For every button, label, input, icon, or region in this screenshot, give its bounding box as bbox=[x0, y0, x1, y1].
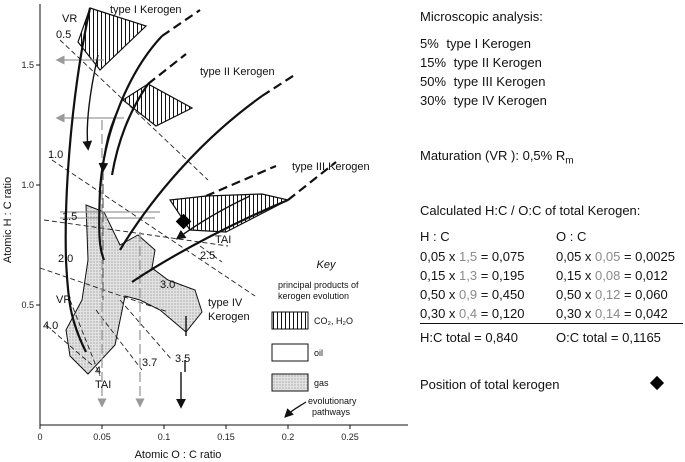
key-swatch-co2 bbox=[272, 312, 308, 329]
hc-value: 1,3 bbox=[459, 268, 478, 283]
type-i-label: type I Kerogen bbox=[110, 4, 182, 16]
oc-value: 0,14 bbox=[595, 306, 621, 321]
hc-result: = 0,120 bbox=[477, 306, 525, 321]
x-tick-label: 0.05 bbox=[93, 432, 111, 442]
type-ii-label: type II Kerogen bbox=[200, 66, 275, 78]
y-tick-label: 1.0 bbox=[21, 180, 34, 190]
tai-label: TAI bbox=[95, 379, 112, 391]
key-pathway-label: evolutionary bbox=[308, 396, 357, 406]
maturation-subscript: m bbox=[565, 155, 574, 167]
calc-header bbox=[420, 229, 685, 249]
key-subtitle: kerogen evolution bbox=[278, 291, 350, 301]
oc-fraction: 0,50 x bbox=[556, 287, 596, 302]
oc-total: O:C total = 0,1165 bbox=[556, 330, 661, 345]
isoline-label: 3.0 bbox=[160, 279, 176, 291]
micro-pct: 30% bbox=[420, 93, 447, 108]
key-swatch-gas bbox=[272, 374, 308, 391]
micro-pct: 50% bbox=[420, 74, 447, 89]
x-axis-label: Atomic O : C ratio bbox=[134, 449, 222, 461]
oc-cell bbox=[556, 306, 668, 321]
hc-header: H : C bbox=[420, 229, 450, 244]
micro-row bbox=[420, 93, 547, 108]
position-label: Position of total kerogen bbox=[420, 377, 560, 392]
calc-row bbox=[420, 268, 685, 288]
key-swatch-oil bbox=[272, 344, 308, 361]
x-tick-label: 0.25 bbox=[341, 432, 359, 442]
micro-label: type IV Kerogen bbox=[453, 93, 547, 108]
type-ii-upper-dash bbox=[148, 54, 186, 84]
diagram-key bbox=[272, 259, 359, 417]
x-axis-ticks bbox=[40, 425, 350, 429]
oc-result: = 0,0025 bbox=[620, 249, 675, 264]
micro-row bbox=[420, 55, 542, 70]
isoline-label: 2.5 bbox=[200, 250, 216, 262]
y-axis-ticks bbox=[36, 65, 40, 305]
oc-header: O : C bbox=[556, 229, 587, 244]
micro-label: type II Kerogen bbox=[453, 55, 542, 70]
microscopic-title: Microscopic analysis: bbox=[420, 9, 543, 24]
x-tick-label: 0.2 bbox=[281, 432, 295, 442]
tai-label: TAI bbox=[215, 234, 232, 246]
type-iii-label: type III Kerogen bbox=[292, 161, 370, 173]
hc-cell bbox=[420, 268, 524, 283]
oc-value: 0,08 bbox=[595, 268, 621, 283]
calc-row bbox=[420, 287, 685, 307]
key-gas-label: gas bbox=[314, 378, 329, 388]
type-iv-label: type IV bbox=[208, 297, 243, 309]
maturation-line bbox=[420, 148, 574, 167]
oc-cell bbox=[556, 249, 675, 264]
key-oil-label: oil bbox=[314, 348, 324, 358]
oc-result: = 0,060 bbox=[620, 287, 668, 302]
oc-value: 0,05 bbox=[595, 249, 621, 264]
isoline-label: 1.5 bbox=[62, 211, 78, 223]
gas-region bbox=[66, 205, 202, 374]
key-co2-label: CO₂, H₂O bbox=[314, 316, 353, 326]
x-tick-label: 0 bbox=[37, 432, 43, 442]
isoline-label: 1.0 bbox=[48, 149, 64, 161]
calculated-title: Calculated H:C / O:C of total Kerogen: bbox=[420, 203, 641, 218]
isoline-label: 2.0 bbox=[58, 253, 74, 265]
totals-row bbox=[420, 330, 685, 350]
micro-label: type III Kerogen bbox=[453, 74, 546, 89]
total-kerogen-diamond-icon bbox=[650, 376, 664, 390]
hc-cell bbox=[420, 306, 524, 321]
key-pathway-label: pathways bbox=[312, 407, 351, 417]
micro-label: type I Kerogen bbox=[446, 36, 531, 51]
hc-fraction: 0,15 x bbox=[420, 268, 460, 283]
oc-fraction: 0,05 x bbox=[556, 249, 596, 264]
x-tick-label: 0.1 bbox=[157, 432, 171, 442]
oc-cell bbox=[556, 268, 668, 283]
maturation-text: Maturation (VR ): 0,5% R bbox=[420, 148, 566, 163]
x-tick-label: 0.15 bbox=[217, 432, 235, 442]
hc-fraction: 0,50 x bbox=[420, 287, 460, 302]
isoline-label: 4.0 bbox=[43, 320, 59, 332]
type-iii-upper-dash bbox=[206, 166, 276, 196]
micro-pct: 5% bbox=[420, 36, 439, 51]
hc-result: = 0,450 bbox=[477, 287, 525, 302]
hc-fraction: 0,30 x bbox=[420, 306, 460, 321]
type-i-arrow bbox=[87, 55, 98, 148]
totals-divider bbox=[420, 323, 683, 324]
y-tick-label: 1.5 bbox=[21, 60, 34, 70]
type-ii-co2-region bbox=[123, 84, 192, 126]
oc-value: 0,12 bbox=[595, 287, 621, 302]
oc-fraction: 0,15 x bbox=[556, 268, 596, 283]
oc-result: = 0,042 bbox=[620, 306, 668, 321]
hc-result: = 0,075 bbox=[477, 249, 525, 264]
micro-row bbox=[420, 74, 545, 89]
oc-fraction: 0,30 x bbox=[556, 306, 596, 321]
analysis-panel bbox=[420, 0, 685, 462]
y-tick-label: 0.5 bbox=[21, 300, 34, 310]
calc-row bbox=[420, 249, 685, 269]
hc-result: = 0,195 bbox=[477, 268, 525, 283]
isoline-label: 0.5 bbox=[56, 29, 72, 41]
hc-fraction: 0,05 x bbox=[420, 249, 460, 264]
oc-result: = 0,012 bbox=[620, 268, 668, 283]
type-iv-label: Kerogen bbox=[208, 311, 250, 323]
hc-value: 0,9 bbox=[459, 287, 478, 302]
key-title: Key bbox=[316, 259, 336, 271]
vr-label: VR bbox=[56, 294, 72, 306]
micro-row bbox=[420, 36, 531, 51]
isoline-label: 4 bbox=[95, 365, 102, 377]
key-subtitle: principal products of bbox=[278, 280, 359, 290]
isoline-label: 3.7 bbox=[142, 357, 158, 369]
micro-pct: 15% bbox=[420, 55, 447, 70]
isoline-label: 3.5 bbox=[175, 353, 191, 365]
y-axis-label: Atomic H : C ratio bbox=[2, 176, 14, 264]
hc-cell bbox=[420, 287, 524, 302]
hc-total: H:C total = 0,840 bbox=[420, 330, 518, 345]
hc-cell bbox=[420, 249, 524, 264]
hc-value: 1,5 bbox=[459, 249, 478, 264]
oc-cell bbox=[556, 287, 668, 302]
hc-value: 0,4 bbox=[459, 306, 478, 321]
key-pathway-arrow bbox=[286, 402, 306, 416]
vr-label: VR bbox=[62, 13, 78, 25]
